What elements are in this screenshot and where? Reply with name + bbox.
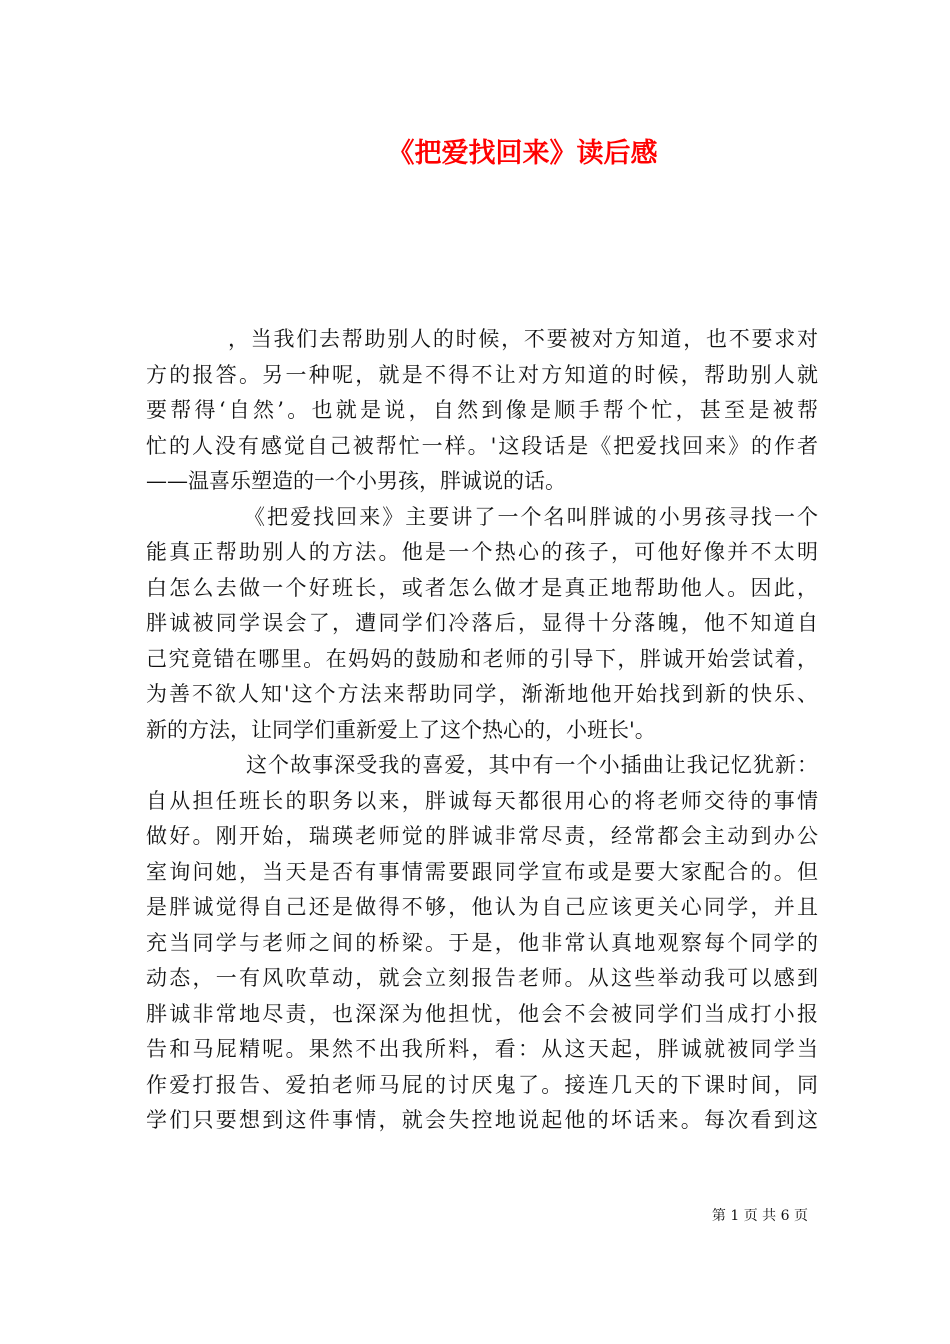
text-line: ——温喜乐塑造的一个小男孩，胖诚说的话。 [146, 469, 566, 493]
text-line: 作爱打报告、爱拍老师马屁的讨厌鬼了。接连几天的下课时间，同 [146, 1072, 818, 1097]
text-line: 学们只要想到这件事情，就会失控地说起他的坏话来。每次看到这 [146, 1108, 818, 1132]
text-line: 这个故事深受我的喜爱，其中有一个小插曲让我记忆犹新： [246, 753, 818, 777]
text-line: ，当我们去帮助别人的时候，不要被对方知道，也不要求对 [228, 327, 818, 351]
text-line: 胖诚被同学误会了，遭同学们冷落后，显得十分落魄，他不知道自 [146, 611, 818, 635]
text-line: 室询问她，当天是否有事情需要跟同学宣布或是要大家配合的。但 [146, 859, 818, 884]
document-body [146, 322, 818, 1139]
text-line: 胖诚非常地尽责，也深深为他担忧，他会不会被同学们当成打小报 [146, 1001, 818, 1026]
text-line: 是胖诚觉得自己还是做得不够，他认为自己应该更关心同学，并且 [146, 895, 818, 919]
document-title: 《把爱找回来》读后感 [387, 138, 658, 169]
text-line: 自从担任班长的职务以来，胖诚每天都很用心的将老师交待的事情 [146, 788, 818, 813]
text-line: 白怎么去做一个好班长，或者怎么做才是真正地帮助他人。因此， [146, 575, 818, 600]
text-line: 新的方法，让同学们重新爱上了这个热心的，小班长'。 [146, 717, 656, 742]
paragraph-2 [146, 500, 818, 749]
text-line: 方的报答。另一种呢，就是不得不让对方知道的时候，帮助别人就 [146, 362, 818, 387]
paragraph-3 [146, 748, 818, 1139]
text-line: 能真正帮助别人的方法。他是一个热心的孩子，可他好像并不太明 [146, 540, 818, 564]
text-line: 为善不欲人知'这个方法来帮助同学，渐渐地他开始找到新的快乐、 [146, 682, 818, 706]
page-number: 第 1 页 共 6 页 [711, 1208, 808, 1224]
text-line: 动态，一有风吹草动，就会立刻报告老师。从这些举动我可以感到 [146, 966, 818, 990]
text-line: 充当同学与老师之间的桥梁。于是，他非常认真地观察每个同学的 [146, 930, 818, 955]
text-line: 做好。刚开始，瑞瑛老师觉的胖诚非常尽责，经常都会主动到办公 [146, 824, 818, 848]
paragraph-1 [146, 322, 818, 500]
text-line: 《把爱找回来》主要讲了一个名叫胖诚的小男孩寻找一个 [244, 504, 818, 529]
text-line: 告和马屁精呢。果然不出我所料，看：从这天起，胖诚就被同学当 [146, 1037, 818, 1061]
text-line: 己究竟错在哪里。在妈妈的鼓励和老师的引导下，胖诚开始尝试着， [146, 646, 818, 671]
text-line: 要帮得‘自然’。也就是说，自然到像是顺手帮个忙，甚至是被帮 [146, 398, 818, 422]
text-line: 忙的人没有感觉自己被帮忙一样。'这段话是《把爱找回来》的作者 [146, 433, 818, 458]
